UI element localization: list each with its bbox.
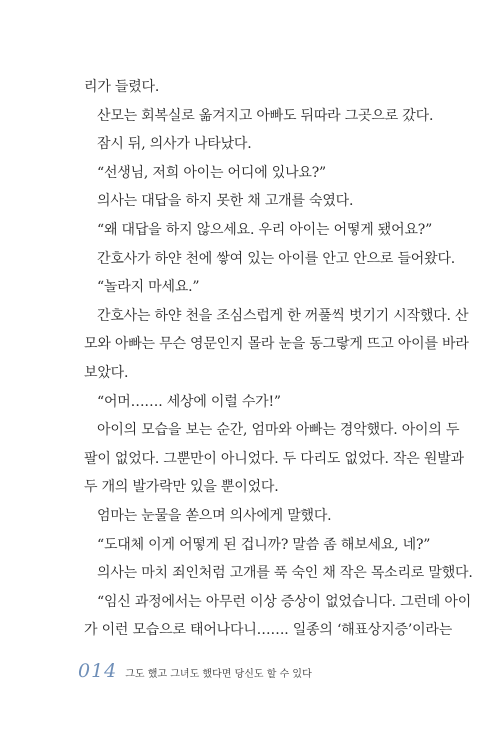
text-line: “어머……. 세상에 이럴 수가!” [97, 393, 281, 410]
text-line: 두 개의 발가락만 있을 뿐이었다. [84, 479, 279, 496]
page-footer [78, 660, 312, 682]
text-line: 간호사가 하얀 천에 쌓여 있는 아이를 안고 안으로 들어왔다. [97, 250, 456, 267]
text-line: “선생님, 저희 아이는 어디에 있나요?” [97, 164, 327, 181]
page-body [84, 73, 473, 645]
text-line: 의사는 마치 죄인처럼 고개를 푹 숙인 채 작은 목소리로 말했다. [97, 565, 473, 582]
text-line: “왜 대답을 하지 않으세요. 우리 아이는 어떻게 됐어요?” [97, 221, 433, 238]
text-line: 산모는 회복실로 옮겨지고 아빠도 뒤따라 그곳으로 갔다. [97, 107, 434, 124]
text-line: “임신 과정에서는 아무런 이상 증상이 없었습니다. 그런데 아이 [97, 593, 472, 610]
page-number: 014 [78, 660, 118, 682]
text-line: “놀라지 마세요.” [97, 279, 200, 296]
text-line: 엄마는 눈물을 쏟으며 의사에게 말했다. [97, 507, 332, 524]
text-line: 리가 들렸다. [84, 79, 160, 95]
text-line: 잠시 뒤, 의사가 나타났다. [97, 136, 252, 153]
text-line: 보았다. [84, 364, 129, 381]
text-line: “도대체 이게 어떻게 된 겁니까? 말씀 좀 해보세요, 네?” [97, 536, 431, 553]
text-line: 모와 아빠는 무슨 영문인지 몰라 눈을 동그랗게 뜨고 아이를 바라 [84, 336, 469, 353]
text-line: 의사는 대답을 하지 못한 채 고개를 숙였다. [97, 193, 354, 210]
running-title: 그도 했고 그녀도 했다면 당신도 할 수 있다 [125, 669, 312, 680]
text-line: 아이의 모습을 보는 순간, 엄마와 아빠는 경악했다. 아이의 두 [97, 422, 460, 439]
text-line: 가 이런 모습으로 태어나다니……. 일종의 ‘해표상지증’이라는 [84, 622, 453, 639]
text-line: 간호사는 하얀 천을 조심스럽게 한 꺼풀씩 벗기기 시작했다. 산 [97, 307, 469, 324]
text-line: 팔이 없었다. 그뿐만이 아니었다. 두 다리도 없었다. 작은 원발과 [84, 450, 464, 467]
